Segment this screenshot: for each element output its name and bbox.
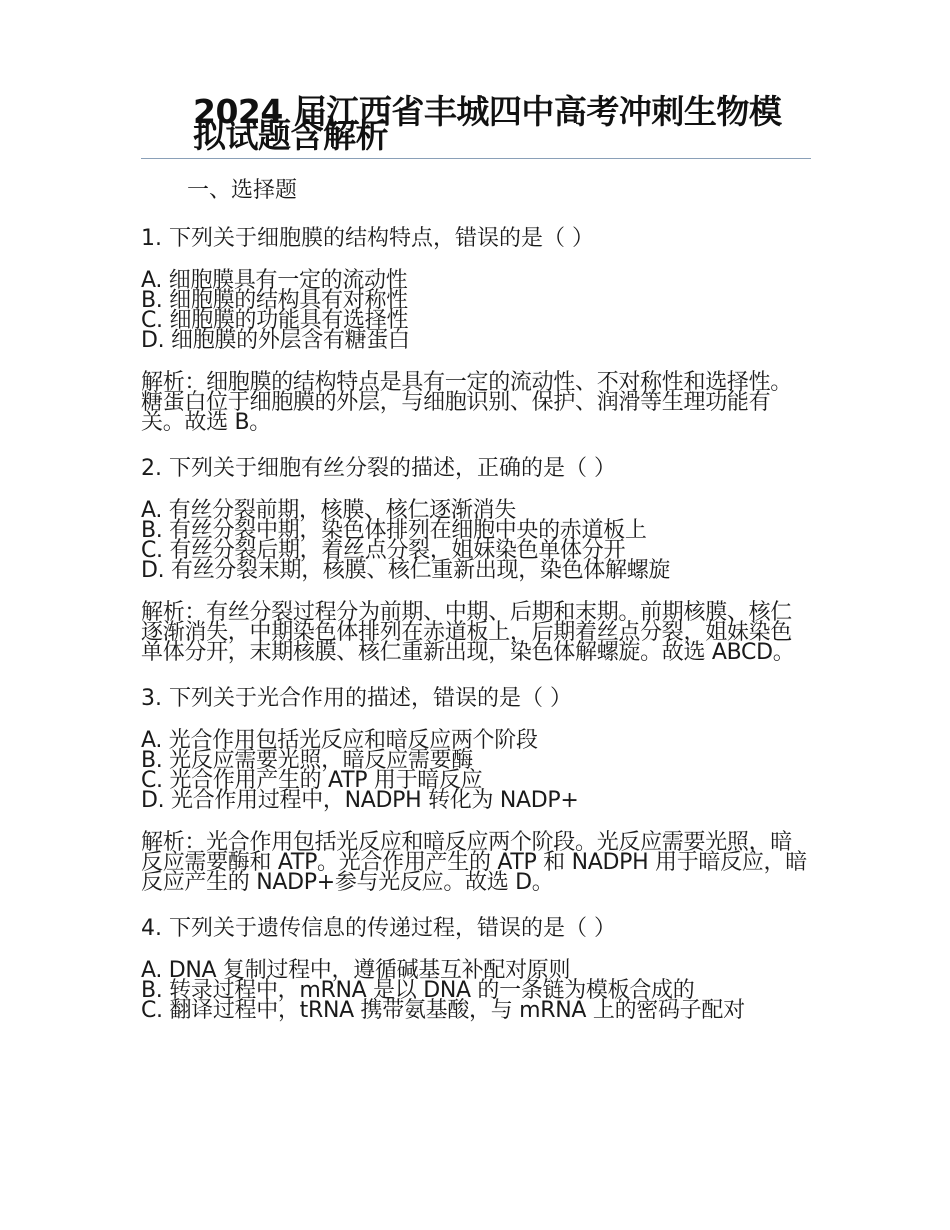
option-a: A. 有丝分裂前期，核膜、核仁逐渐消失 bbox=[141, 498, 516, 523]
option-c: C. 光合作用产生的 ATP 用于暗反应 bbox=[141, 768, 483, 793]
question-3 bbox=[141, 685, 811, 893]
document-page bbox=[141, 92, 811, 1023]
option-b: B. 光反应需要光照，暗反应需要酶 bbox=[141, 748, 473, 773]
option-list bbox=[141, 958, 811, 1023]
document-title: 2024 届江西省丰城四中高考冲刺生物模拟试题含解析 bbox=[193, 92, 782, 155]
question-analysis: 解析：有丝分裂过程分为前期、中期、后期和末期。前期核膜、核仁逐渐消失，中期染色体排列在赤道板上，后期着丝点分裂，姐妹染色单体分开，末期核膜、核仁重新出现，染色体解螺旋。故选 ABCD。 bbox=[141, 600, 795, 665]
option-b: B. 细胞膜的结构具有对称性 bbox=[141, 288, 408, 313]
option-a: A. DNA 复制过程中，遵循碱基互补配对原则 bbox=[141, 958, 571, 983]
option-list bbox=[141, 498, 811, 583]
option-a: A. 光合作用包括光反应和暗反应两个阶段 bbox=[141, 728, 538, 753]
title-underline bbox=[141, 158, 811, 159]
option-d: D. 光合作用过程中，NADPH 转化为 NADP+ bbox=[141, 788, 579, 813]
question-stem: 1. 下列关于细胞膜的结构特点，错误的是（ ） bbox=[141, 226, 594, 251]
question-stem: 4. 下列关于遗传信息的传递过程，错误的是（ ） bbox=[141, 916, 616, 941]
option-list bbox=[141, 728, 811, 813]
option-b: B. 有丝分裂中期，染色体排列在细胞中央的赤道板上 bbox=[141, 518, 647, 543]
option-list bbox=[141, 268, 811, 353]
question-analysis: 解析：细胞膜的结构特点是具有一定的流动性、不对称性和选择性。糖蛋白位于细胞膜的外层，与细胞识别、保护、润滑等生理功能有关。故选 B。 bbox=[141, 370, 793, 435]
option-c: C. 细胞膜的功能具有选择性 bbox=[141, 308, 409, 333]
option-d: D. 有丝分裂末期，核膜、核仁重新出现，染色体解螺旋 bbox=[141, 558, 671, 583]
option-d: D. 细胞膜的外层含有糖蛋白 bbox=[141, 328, 410, 353]
question-analysis: 解析：光合作用包括光反应和暗反应两个阶段。光反应需要光照，暗反应需要酶和 ATP。光合作用产生的 ATP 和 NADPH 用于暗反应，暗反应产生的 NADP+参与光反应。故选 D。 bbox=[141, 830, 807, 895]
option-a: A. 细胞膜具有一定的流动性 bbox=[141, 268, 408, 293]
question-1 bbox=[141, 225, 811, 433]
option-c: C. 有丝分裂后期，着丝点分裂，姐妹染色单体分开 bbox=[141, 538, 626, 563]
section-heading: 一、选择题 bbox=[187, 178, 298, 203]
question-4 bbox=[141, 915, 811, 1021]
question-2 bbox=[141, 455, 811, 663]
option-c: C. 翻译过程中，tRNA 携带氨基酸，与 mRNA 上的密码子配对 bbox=[141, 998, 745, 1023]
question-stem: 3. 下列关于光合作用的描述，错误的是（ ） bbox=[141, 686, 572, 711]
question-stem: 2. 下列关于细胞有丝分裂的描述，正确的是（ ） bbox=[141, 456, 616, 481]
option-b: B. 转录过程中，mRNA 是以 DNA 的一条链为模板合成的 bbox=[141, 978, 695, 1003]
